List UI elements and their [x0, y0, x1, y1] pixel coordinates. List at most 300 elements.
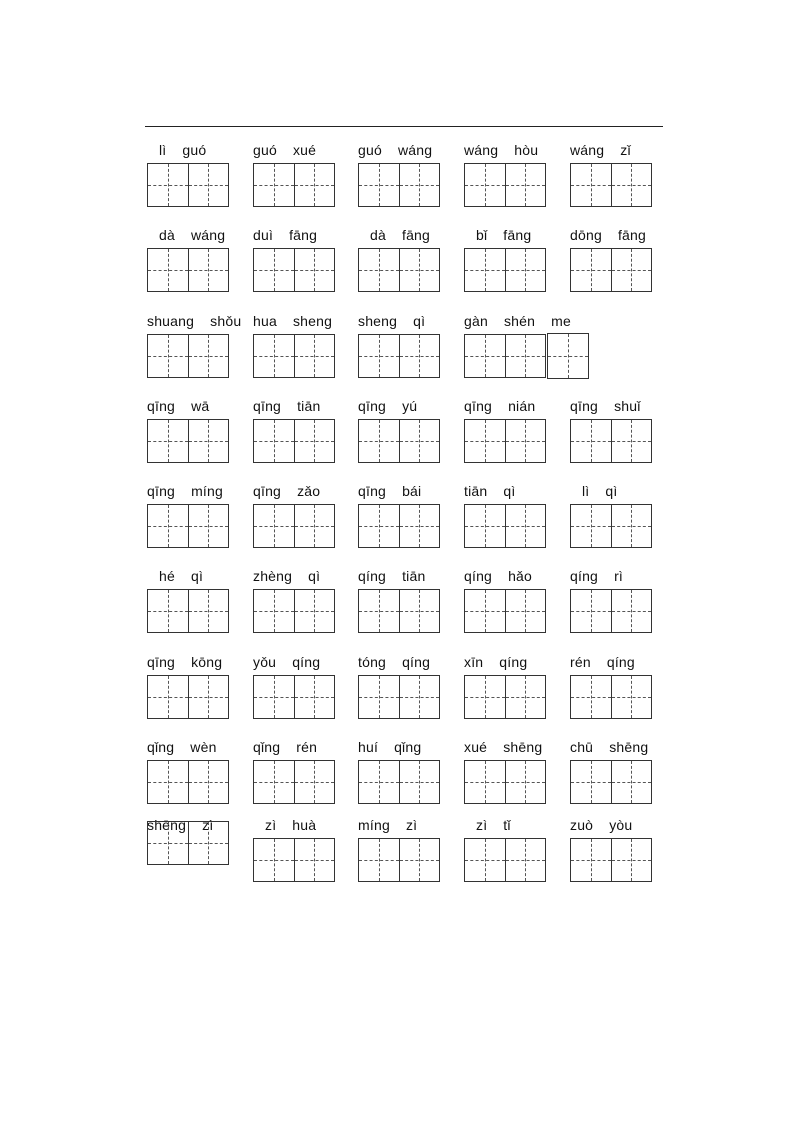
word-item	[358, 737, 458, 807]
tianzige-cell[interactable]	[188, 676, 229, 718]
writing-grid[interactable]	[358, 589, 440, 633]
pinyin-label	[358, 737, 458, 757]
tianzige-cell[interactable]	[399, 249, 440, 291]
pinyin-syllable: guó	[253, 142, 277, 158]
tianzige-cell[interactable]	[399, 590, 440, 632]
pinyin-syllable: shén	[503, 313, 536, 329]
pinyin-syllable: qīng	[253, 483, 282, 499]
pinyin-label	[147, 737, 247, 757]
pinyin-label	[253, 225, 353, 245]
tianzige-cell[interactable]	[571, 590, 611, 632]
tianzige-cell[interactable]	[611, 590, 652, 632]
writing-grid[interactable]	[147, 334, 229, 378]
pinyin-syllable: míng	[358, 817, 390, 833]
pinyin-syllable: fāng	[617, 227, 647, 243]
tianzige-cell[interactable]	[148, 505, 188, 547]
pinyin-syllable: yǒu	[253, 654, 277, 670]
writing-grid[interactable]	[570, 248, 652, 292]
tianzige-cell[interactable]	[611, 839, 652, 881]
pinyin-label	[253, 481, 353, 501]
tianzige-cell[interactable]	[505, 590, 546, 632]
writing-grid[interactable]	[147, 821, 229, 865]
pinyin-syllable: dà	[370, 227, 386, 243]
pinyin-syllable: hǎo	[508, 568, 533, 584]
word-item	[464, 396, 564, 466]
pinyin-syllable: fāng	[503, 227, 532, 243]
pinyin-label	[464, 737, 564, 757]
writing-grid[interactable]	[253, 675, 335, 719]
pinyin-syllable: zǐ	[620, 142, 631, 158]
pinyin-label	[570, 225, 670, 245]
tianzige-cell[interactable]	[359, 335, 399, 377]
pinyin-syllable: qīng	[147, 654, 176, 670]
pinyin-syllable: sheng	[292, 313, 333, 329]
tianzige-cell[interactable]	[188, 164, 229, 206]
pinyin-syllable: lì	[582, 483, 590, 499]
pinyin-label	[464, 396, 564, 416]
pinyin-syllable: xué	[464, 739, 488, 755]
pinyin-syllable: qíng	[570, 568, 599, 584]
word-item	[464, 566, 564, 636]
tianzige-cell[interactable]	[465, 839, 505, 881]
pinyin-syllable: shēng	[609, 739, 649, 755]
pinyin-syllable: huà	[292, 817, 317, 833]
tianzige-cell[interactable]	[571, 420, 611, 462]
pinyin-label	[147, 566, 259, 586]
tianzige-cell[interactable]	[359, 249, 399, 291]
word-item	[253, 652, 353, 722]
pinyin-label	[253, 311, 353, 331]
writing-grid[interactable]	[570, 675, 652, 719]
tianzige-cell[interactable]	[294, 676, 335, 718]
tianzige-cell[interactable]	[465, 590, 505, 632]
tianzige-cell[interactable]	[294, 761, 335, 803]
tianzige-cell[interactable]	[465, 249, 505, 291]
pinyin-syllable: qíng	[464, 568, 493, 584]
word-item	[464, 311, 571, 381]
word-item	[253, 566, 353, 636]
pinyin-syllable: zì	[405, 817, 418, 833]
pinyin-syllable: qíng	[499, 654, 528, 670]
tianzige-cell[interactable]	[148, 164, 188, 206]
tianzige-cell[interactable]	[294, 164, 335, 206]
pinyin-syllable: dà	[159, 227, 175, 243]
pinyin-syllable: wáng	[397, 142, 433, 158]
tianzige-cell[interactable]	[294, 420, 335, 462]
pinyin-syllable: wáng	[190, 227, 226, 243]
tianzige-cell[interactable]	[505, 676, 546, 718]
writing-grid[interactable]	[253, 419, 335, 463]
word-item	[253, 481, 353, 551]
pinyin-syllable: qì	[413, 313, 426, 329]
top-rule	[145, 126, 663, 127]
pinyin-syllable: qīng	[464, 398, 493, 414]
pinyin-syllable: qīng	[147, 398, 176, 414]
pinyin-syllable: guó	[358, 142, 382, 158]
pinyin-syllable: rén	[570, 654, 591, 670]
tianzige-cell[interactable]	[254, 505, 294, 547]
pinyin-label	[570, 481, 682, 501]
writing-grid[interactable]	[570, 760, 652, 804]
tianzige-cell[interactable]	[148, 420, 188, 462]
pinyin-syllable: yòu	[609, 817, 633, 833]
writing-grid[interactable]	[358, 248, 440, 292]
pinyin-label	[570, 815, 670, 835]
word-item	[147, 396, 247, 466]
word-item	[570, 140, 670, 210]
writing-grid[interactable]	[358, 334, 440, 378]
pinyin-syllable: huí	[358, 739, 379, 755]
word-item	[147, 652, 247, 722]
tianzige-cell[interactable]	[254, 676, 294, 718]
writing-grid[interactable]	[147, 589, 229, 633]
tianzige-cell[interactable]	[188, 590, 229, 632]
pinyin-syllable: qǐng	[394, 739, 422, 755]
pinyin-label	[358, 815, 458, 835]
pinyin-label	[253, 396, 353, 416]
pinyin-syllable: kōng	[191, 654, 223, 670]
word-item	[570, 652, 670, 722]
tianzige-cell[interactable]	[188, 335, 229, 377]
tianzige-cell[interactable]	[505, 761, 546, 803]
writing-grid[interactable]	[358, 504, 440, 548]
pinyin-label	[464, 815, 576, 835]
tianzige-cell[interactable]	[148, 822, 188, 864]
tianzige-cell[interactable]	[148, 676, 188, 718]
pinyin-syllable: qì	[503, 483, 516, 499]
writing-grid[interactable]	[570, 504, 652, 548]
pinyin-syllable: hua	[253, 313, 277, 329]
tianzige-cell[interactable]	[294, 249, 335, 291]
pinyin-syllable: tǐ	[503, 817, 511, 833]
word-item	[570, 225, 670, 295]
pinyin-syllable: qì	[605, 483, 618, 499]
writing-grid[interactable]	[358, 163, 440, 207]
tianzige-cell[interactable]	[399, 676, 440, 718]
pinyin-syllable: zì	[265, 817, 277, 833]
tianzige-cell[interactable]	[359, 505, 399, 547]
word-item	[358, 566, 458, 636]
tianzige-cell[interactable]	[571, 164, 611, 206]
writing-grid[interactable]	[358, 675, 440, 719]
tianzige-cell[interactable]	[359, 590, 399, 632]
tianzige-cell[interactable]	[148, 590, 188, 632]
tianzige-cell[interactable]	[505, 164, 546, 206]
word-item	[358, 140, 458, 210]
pinyin-syllable: qīng	[147, 483, 176, 499]
pinyin-syllable: zǎo	[297, 483, 321, 499]
pinyin-label	[147, 311, 247, 331]
pinyin-label	[147, 481, 247, 501]
writing-grid[interactable]	[147, 760, 229, 804]
pinyin-syllable: tiān	[464, 483, 488, 499]
tianzige-cell[interactable]	[571, 839, 611, 881]
writing-grid[interactable]	[464, 504, 546, 548]
tianzige-cell[interactable]	[505, 335, 546, 377]
pinyin-syllable: qīng	[358, 398, 387, 414]
pinyin-syllable: shēng	[147, 817, 187, 833]
word-item	[464, 652, 564, 722]
pinyin-label	[253, 737, 353, 757]
writing-grid[interactable]	[253, 760, 335, 804]
word-item	[570, 566, 670, 636]
pinyin-label	[570, 652, 670, 672]
writing-grid[interactable]	[253, 248, 335, 292]
tianzige-cell[interactable]	[465, 420, 505, 462]
pinyin-syllable: wā	[191, 398, 210, 414]
writing-grid[interactable]	[464, 248, 546, 292]
pinyin-label	[253, 815, 365, 835]
pinyin-syllable: rì	[614, 568, 624, 584]
pinyin-syllable: bǐ	[476, 227, 488, 243]
writing-grid[interactable]	[464, 334, 546, 378]
tianzige-cell[interactable]	[505, 505, 546, 547]
pinyin-label	[570, 737, 670, 757]
writing-grid[interactable]	[147, 419, 229, 463]
writing-grid[interactable]	[147, 675, 229, 719]
writing-grid[interactable]	[358, 419, 440, 463]
tianzige-cell[interactable]	[148, 249, 188, 291]
word-item	[464, 225, 564, 295]
pinyin-syllable: zì	[202, 817, 214, 833]
word-item	[147, 481, 247, 551]
writing-grid[interactable]	[464, 675, 546, 719]
tianzige-cell[interactable]	[399, 761, 440, 803]
pinyin-label	[358, 481, 458, 501]
writing-grid[interactable]	[147, 248, 229, 292]
tianzige-cell[interactable]	[505, 249, 546, 291]
tianzige-cell[interactable]	[505, 420, 546, 462]
writing-grid[interactable]	[464, 760, 546, 804]
tianzige-cell[interactable]	[254, 420, 294, 462]
tianzige-cell[interactable]	[188, 761, 229, 803]
pinyin-label	[147, 225, 259, 245]
tianzige-cell[interactable]	[611, 676, 652, 718]
tianzige-cell[interactable]	[188, 249, 229, 291]
writing-grid[interactable]	[464, 163, 546, 207]
tianzige-cell[interactable]	[294, 505, 335, 547]
pinyin-label	[464, 311, 571, 331]
pinyin-syllable: qì	[190, 568, 204, 584]
pinyin-syllable: qīng	[253, 398, 282, 414]
pinyin-syllable: hòu	[514, 142, 539, 158]
word-item	[253, 140, 353, 210]
word-item	[358, 652, 458, 722]
pinyin-syllable: tiān	[297, 398, 321, 414]
writing-grid[interactable]	[464, 589, 546, 633]
tianzige-cell[interactable]	[359, 420, 399, 462]
pinyin-syllable: wèn	[190, 739, 217, 755]
tianzige-cell[interactable]	[188, 822, 229, 864]
tianzige-cell[interactable]	[399, 164, 440, 206]
pinyin-syllable: qǐng	[253, 739, 281, 755]
pinyin-syllable: zhèng	[253, 568, 293, 584]
pinyin-syllable: shēng	[503, 739, 543, 755]
tianzige-cell[interactable]	[399, 505, 440, 547]
pinyin-syllable: xīn	[464, 654, 484, 670]
pinyin-label	[464, 140, 564, 160]
pinyin-syllable: qǐng	[147, 739, 175, 755]
tianzige-cell[interactable]	[399, 335, 440, 377]
tianzige-cell[interactable]	[465, 505, 505, 547]
tianzige-cell[interactable]	[294, 590, 335, 632]
pinyin-syllable: fāng	[401, 227, 431, 243]
pinyin-label	[253, 652, 353, 672]
tianzige-cell[interactable]	[188, 420, 229, 462]
pinyin-label	[570, 396, 670, 416]
writing-grid[interactable]	[464, 838, 546, 882]
tianzige-cell[interactable]	[571, 505, 611, 547]
word-item	[253, 815, 353, 885]
pinyin-syllable: shuang	[147, 313, 195, 329]
word-item	[570, 396, 670, 466]
tianzige-cell[interactable]	[571, 249, 611, 291]
pinyin-label	[253, 566, 353, 586]
word-item	[253, 396, 353, 466]
tianzige-cell[interactable]	[254, 164, 294, 206]
tianzige-cell[interactable]	[399, 420, 440, 462]
pinyin-label	[570, 566, 670, 586]
word-item	[464, 737, 564, 807]
pinyin-label	[358, 140, 458, 160]
pinyin-label	[464, 652, 564, 672]
pinyin-syllable: fāng	[289, 227, 318, 243]
writing-grid[interactable]	[570, 589, 652, 633]
writing-grid[interactable]	[570, 163, 652, 207]
writing-grid[interactable]	[253, 163, 335, 207]
writing-grid[interactable]	[358, 760, 440, 804]
tianzige-cell[interactable]	[399, 839, 440, 881]
tianzige-cell[interactable]	[465, 761, 505, 803]
word-item	[570, 737, 670, 807]
tianzige-cell[interactable]	[294, 839, 335, 881]
tianzige-cell[interactable]	[611, 505, 652, 547]
word-item	[358, 225, 458, 295]
pinyin-syllable: yú	[402, 398, 418, 414]
tianzige-cell[interactable]	[359, 839, 399, 881]
tianzige-cell[interactable]	[254, 761, 294, 803]
tianzige-cell[interactable]	[359, 164, 399, 206]
tianzige-cell[interactable]	[505, 839, 546, 881]
tianzige-cell[interactable]	[611, 164, 652, 206]
writing-grid[interactable]	[570, 838, 652, 882]
word-item	[358, 396, 458, 466]
pinyin-syllable: qíng	[358, 568, 387, 584]
pinyin-syllable: bái	[402, 483, 422, 499]
pinyin-label	[358, 566, 458, 586]
pinyin-label	[358, 225, 470, 245]
pinyin-label	[464, 566, 564, 586]
tianzige-cell[interactable]	[294, 335, 335, 377]
pinyin-label	[358, 652, 458, 672]
pinyin-syllable: me	[551, 313, 571, 329]
pinyin-syllable: sheng	[358, 313, 398, 329]
tianzige-cell[interactable]	[611, 249, 652, 291]
tianzige-cell[interactable]	[611, 420, 652, 462]
pinyin-label	[464, 225, 576, 245]
tianzige-cell[interactable]	[359, 676, 399, 718]
word-item	[464, 815, 564, 885]
tianzige-cell[interactable]	[148, 335, 188, 377]
writing-grid[interactable]	[253, 589, 335, 633]
word-item	[147, 140, 247, 210]
word-item	[358, 481, 458, 551]
writing-grid[interactable]	[253, 334, 335, 378]
pinyin-syllable: xué	[292, 142, 317, 158]
pinyin-syllable: qíng	[292, 654, 321, 670]
writing-grid[interactable]	[358, 838, 440, 882]
pinyin-syllable: gàn	[464, 313, 488, 329]
tianzige-cell[interactable]	[188, 505, 229, 547]
pinyin-syllable: nián	[508, 398, 536, 414]
pinyin-syllable: dōng	[570, 227, 602, 243]
pinyin-syllable: guó	[182, 142, 207, 158]
pinyin-syllable: lì	[159, 142, 167, 158]
word-item	[253, 737, 353, 807]
writing-grid[interactable]	[464, 419, 546, 463]
writing-grid[interactable]	[570, 419, 652, 463]
pinyin-label	[147, 140, 259, 160]
pinyin-syllable: tóng	[358, 654, 387, 670]
pinyin-label	[464, 481, 564, 501]
tianzige-cell[interactable]	[254, 590, 294, 632]
tianzige-cell[interactable]	[254, 249, 294, 291]
tianzige-cell[interactable]	[465, 335, 505, 377]
tianzige-cell[interactable]	[359, 761, 399, 803]
word-item	[358, 311, 458, 381]
pinyin-syllable: míng	[191, 483, 223, 499]
word-item	[147, 311, 247, 381]
tianzige-cell[interactable]	[465, 164, 505, 206]
pinyin-label	[253, 140, 353, 160]
tianzige-cell[interactable]	[465, 676, 505, 718]
tianzige-cell[interactable]	[254, 839, 294, 881]
pinyin-label	[147, 652, 247, 672]
pinyin-label	[147, 396, 247, 416]
pinyin-syllable: wáng	[464, 142, 499, 158]
writing-grid[interactable]	[253, 504, 335, 548]
pinyin-syllable: zì	[476, 817, 488, 833]
tianzige-cell[interactable]	[148, 761, 188, 803]
word-item	[147, 815, 247, 885]
pinyin-syllable: qíng	[402, 654, 431, 670]
word-item	[358, 815, 458, 885]
tianzige-cell[interactable]	[571, 676, 611, 718]
pinyin-syllable: chū	[570, 739, 594, 755]
pinyin-label	[358, 396, 458, 416]
pinyin-syllable: tiān	[402, 568, 426, 584]
pinyin-syllable: zuò	[570, 817, 594, 833]
pinyin-syllable: shuǐ	[614, 398, 641, 414]
pinyin-syllable: qīng	[570, 398, 599, 414]
pinyin-syllable: duì	[253, 227, 274, 243]
pinyin-syllable: hé	[159, 568, 175, 584]
pinyin-syllable: qì	[308, 568, 321, 584]
word-item	[464, 140, 564, 210]
word-item	[464, 481, 564, 551]
tianzige-cell[interactable]	[571, 761, 611, 803]
pinyin-syllable: wáng	[570, 142, 605, 158]
writing-grid[interactable]	[147, 504, 229, 548]
tianzige-cell[interactable]	[254, 335, 294, 377]
word-item	[570, 481, 670, 551]
tianzige-cell[interactable]	[547, 333, 589, 379]
word-item	[147, 737, 247, 807]
pinyin-syllable: qīng	[358, 483, 387, 499]
writing-grid[interactable]	[147, 163, 229, 207]
writing-grid[interactable]	[253, 838, 335, 882]
tianzige-cell[interactable]	[611, 761, 652, 803]
